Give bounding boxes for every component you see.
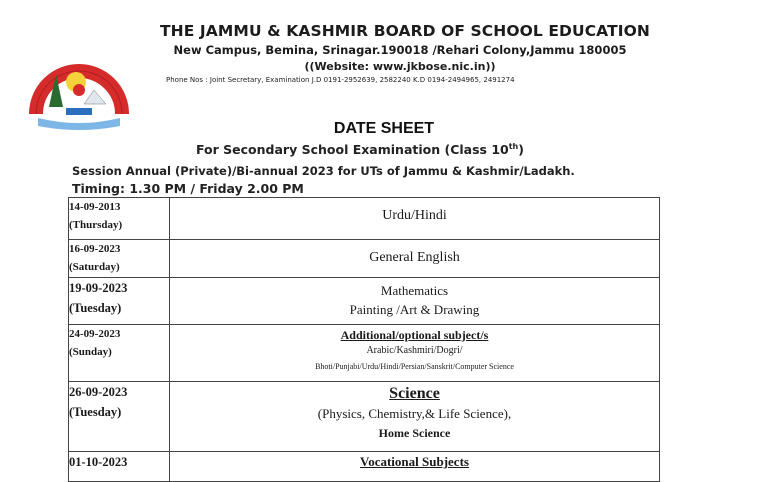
subtitle-end: ) (518, 142, 524, 158)
date-cell (69, 325, 170, 382)
session-line: Session Annual (Private)/Bi-annual 2023 for UTs of Jammu & Kashmir/Ladakh. (72, 164, 575, 178)
date-sheet-table (68, 197, 660, 482)
date-cell (69, 382, 170, 452)
exam-date: 26-09-2023 (69, 385, 128, 399)
board-phone-numbers: Phone Nos : Joint Secretary, Examination J.D 0191-2952639, 2582240 K.D 0194-2494965, 2491274 (166, 76, 515, 84)
date-cell (69, 240, 170, 278)
board-name: THE JAMMU & KASHMIR BOARD OF SCHOOL EDUCATION (160, 22, 650, 40)
subject-cell (170, 325, 660, 382)
exam-date: 14-09-2013 (69, 201, 121, 213)
subject-cell (170, 198, 660, 240)
subject-cell (170, 278, 660, 325)
subject-heading: Science (389, 385, 440, 402)
exam-date: 16-09-2023 (69, 243, 121, 255)
subject-heading: Additional/optional subject/s (340, 328, 489, 342)
subject-name: General English (369, 250, 460, 265)
subject-cell (170, 452, 660, 482)
subject-cell (170, 240, 660, 278)
table-row (69, 240, 660, 278)
subject-list: (Physics, Chemistry,& Life Science), (317, 406, 512, 421)
subject-list: Bhoti/Punjabi/Urdu/Hindi/Persian/Sanskrit/Computer Science (315, 362, 514, 371)
exam-date: 19-09-2023 (69, 281, 128, 295)
exam-day: (Saturday) (69, 261, 120, 273)
exam-day: (Thursday) (69, 219, 123, 231)
subject-name: Urdu/Hindi (382, 208, 447, 223)
table-row (69, 382, 660, 452)
exam-day: (Tuesday) (69, 405, 122, 419)
exam-date: 01-10-2023 (69, 455, 128, 469)
exam-day: (Tuesday) (69, 301, 122, 315)
exam-day: (Sunday) (69, 346, 112, 358)
subject-name-secondary: Painting /Art & Drawing (349, 302, 480, 317)
table-row (69, 452, 660, 482)
exam-date: 24-09-2023 (69, 328, 121, 340)
subject-list: Arabic/Kashmiri/Dogri/ (366, 345, 463, 356)
date-cell (69, 452, 170, 482)
subject-cell (170, 382, 660, 452)
subtitle-sup: th (508, 142, 519, 151)
document-title: DATE SHEET (333, 120, 435, 137)
table-row (69, 278, 660, 325)
table-row (69, 198, 660, 240)
table-row (69, 325, 660, 382)
board-address: New Campus, Bemina, Srinagar.190018 /Rehari Colony,Jammu 180005 (173, 43, 627, 57)
date-cell (69, 198, 170, 240)
subject-list: Home Science (378, 426, 451, 440)
date-cell (69, 278, 170, 325)
subject-heading: Vocational Subjects (360, 454, 469, 469)
document-subtitle (0, 142, 720, 157)
board-header (160, 22, 650, 84)
board-website: ((Website: www.jkbose.nic.in)) (304, 60, 496, 73)
subject-name: Mathematics (380, 283, 449, 298)
timing-line: Timing: 1.30 PM / Friday 2.00 PM (72, 181, 304, 196)
subtitle-text: For Secondary School Examination (Class 10 (196, 142, 509, 158)
